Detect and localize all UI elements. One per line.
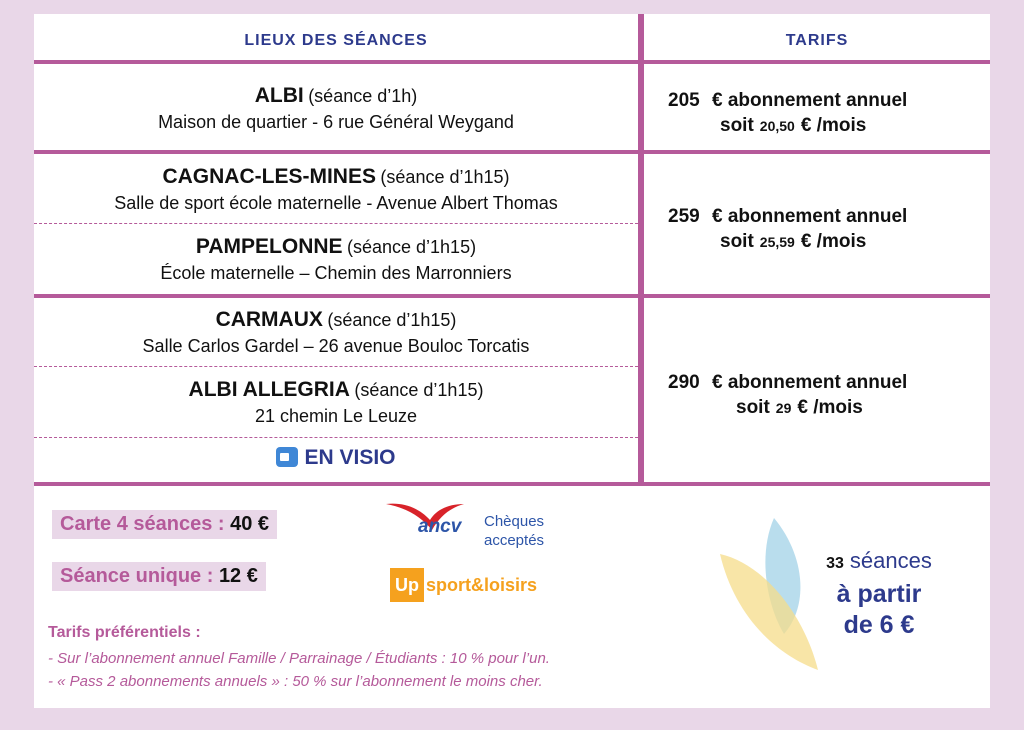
preferential-line: - « Pass 2 abonnements annuels » : 50 % sur l’abonnement le moins cher. <box>48 673 543 690</box>
card-label: Séance unique : <box>60 565 219 587</box>
location-row <box>34 84 638 133</box>
tarif-label: € abonnement annuel <box>712 372 908 393</box>
location-duration: (séance d’1h) <box>308 86 418 106</box>
tarif-monthly: 25,59 <box>759 234 795 250</box>
card-value: 12 € <box>218 565 258 587</box>
location-address: Salle de sport école maternelle - Avenue Albert Thomas <box>114 193 558 213</box>
location-address: 21 chemin Le Leuze <box>254 406 418 426</box>
header-prices: TARIFS <box>785 32 849 49</box>
location-row <box>34 378 638 427</box>
up-logo-text: sport&loisirs <box>426 574 538 595</box>
cheques-line: acceptés <box>484 532 545 549</box>
schedule-table <box>34 14 990 486</box>
tarif-soit: soit <box>736 397 770 418</box>
row-separator <box>34 437 638 438</box>
table-bottom-border <box>34 482 990 486</box>
header-divider <box>34 60 990 64</box>
tarif-label: € abonnement annuel <box>712 206 908 227</box>
location-address: École maternelle – Chemin des Marronniers <box>160 263 512 283</box>
tarif-block <box>654 370 990 421</box>
tarif-amount: 205 <box>668 90 700 111</box>
cheques-acceptes <box>484 512 544 550</box>
tarif-amount: 259 <box>668 206 700 227</box>
location-duration: (séance d’1h15) <box>380 167 510 187</box>
tarif-soit: soit <box>720 231 754 252</box>
row-separator <box>34 366 638 367</box>
tarif-per-month: € /mois <box>800 115 867 136</box>
tarif-block <box>654 204 990 255</box>
promo-line3: de 6 € <box>843 611 915 639</box>
location-city: ALBI <box>254 84 304 107</box>
header-places: LIEUX DES SÉANCES <box>244 32 428 49</box>
location-row <box>34 165 638 214</box>
location-city: CAGNAC-LES-MINES <box>162 165 376 188</box>
tarif-soit: soit <box>720 115 754 136</box>
seance-unique <box>52 562 266 591</box>
location-city: PAMPELONNE <box>195 235 343 258</box>
location-duration: (séance d’1h15) <box>354 380 484 400</box>
location-address: Maison de quartier - 6 rue Général Weygand <box>158 112 514 132</box>
tarif-label: € abonnement annuel <box>712 90 908 111</box>
card-value: 40 € <box>230 513 270 535</box>
row-divider <box>34 294 990 298</box>
visio-label: EN VISIO <box>304 446 396 469</box>
tarif-monthly: 20,50 <box>759 118 795 134</box>
preferential-line: - Sur l’abonnement annuel Famille / Parrainage / Étudiants : 10 % pour l’un. <box>48 650 550 667</box>
row-separator <box>34 223 638 224</box>
row-divider <box>34 150 990 154</box>
card-4-seances <box>52 510 277 539</box>
tarif-monthly: 29 <box>775 400 792 416</box>
tarif-per-month: € /mois <box>797 397 863 418</box>
promo-count: 33 <box>826 555 844 572</box>
location-duration: (séance d’1h15) <box>346 237 477 257</box>
card-label: Carte 4 séances : <box>60 513 231 535</box>
preferential-title: Tarifs préférentiels : <box>48 624 201 641</box>
column-divider <box>638 14 644 486</box>
ancv-logo-text: ancv <box>418 516 462 537</box>
tarif-block <box>654 88 990 139</box>
location-duration: (séance d’1h15) <box>327 310 457 330</box>
video-camera-icon <box>276 447 298 467</box>
up-sport-loisirs-logo <box>390 568 537 602</box>
promo-seances: séances <box>849 548 932 573</box>
visio-option <box>34 446 638 470</box>
cheques-line: Chèques <box>484 513 545 530</box>
promo-block <box>794 548 964 640</box>
promo-line2: à partir <box>836 580 922 608</box>
location-row <box>34 308 638 357</box>
up-logo-box: Up <box>390 568 424 602</box>
location-city: CARMAUX <box>215 308 323 331</box>
location-city: ALBI ALLEGRIA <box>188 378 350 401</box>
tarif-per-month: € /mois <box>800 231 867 252</box>
tarif-amount: 290 <box>668 372 700 393</box>
location-address: Salle Carlos Gardel – 26 avenue Bouloc Torcatis <box>142 336 530 356</box>
pricing-card <box>34 14 990 708</box>
location-row <box>34 235 638 284</box>
